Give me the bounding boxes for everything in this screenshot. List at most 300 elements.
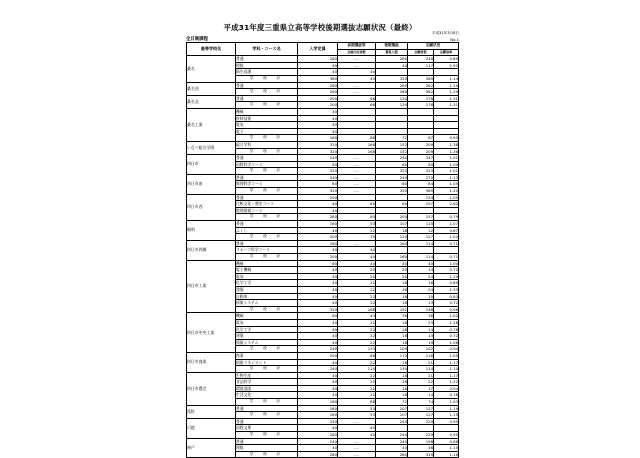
ratio-value: 1.00 — [434, 260, 459, 267]
course-name: 普通 — [236, 438, 298, 445]
course-name: 数理科学コース — [236, 181, 298, 188]
applicants-value: 209 — [408, 141, 434, 148]
applicants-value: 16 — [408, 280, 434, 287]
table-row — [187, 82, 459, 89]
ratio-value — [434, 247, 459, 254]
pre-selection-value: 53 — [338, 405, 376, 412]
capacity-value: 40 — [298, 108, 338, 115]
ratio-value — [434, 207, 459, 214]
capacity-value: 40 — [298, 273, 338, 280]
pre-selection-value — [338, 108, 376, 115]
table-row — [187, 95, 459, 102]
capacity-value: 40 — [298, 372, 338, 379]
ratio-value: 0.86 — [434, 438, 459, 445]
total-pre-selection-value: 40 — [338, 75, 376, 82]
capacity-value: 40 — [298, 247, 338, 254]
course-name: 機械 — [236, 260, 298, 267]
applicants-value — [408, 207, 434, 214]
total-pre-selection-value: ---- — [338, 451, 376, 458]
post-selection-value: 107 — [376, 221, 408, 228]
course-name: 普通 — [236, 155, 298, 162]
course-name: 材料技術 — [236, 115, 298, 122]
ratio-value: 0.89 — [434, 280, 459, 287]
applicants-value: 176 — [408, 95, 434, 102]
applicants-value — [408, 128, 434, 135]
total-applicants-value: 325 — [408, 451, 434, 458]
course-name: 理数 — [236, 62, 298, 69]
total-post-selection-value: 240 — [376, 432, 408, 439]
post-selection-value: 80 — [376, 161, 408, 168]
total-ratio-value: 1.29 — [434, 89, 459, 96]
capacity-value: 160 — [298, 405, 338, 412]
applicants-value: 12 — [408, 227, 434, 234]
total-pre-selection-value: ---- — [338, 168, 376, 175]
capacity-value: 80 — [298, 181, 338, 188]
pre-selection-value — [338, 115, 376, 122]
total-capacity-value: 320 — [298, 306, 338, 313]
total-capacity-value: 280 — [298, 214, 338, 221]
ratio-value: 1.05 — [434, 194, 459, 201]
school-name-cell — [187, 155, 236, 175]
total-pre-selection-value: ---- — [338, 188, 376, 195]
pre-selection-value: 53 — [338, 221, 376, 228]
capacity-value: 320 — [298, 141, 338, 148]
applications-table — [186, 42, 459, 458]
total-ratio-value: 1.02 — [434, 234, 459, 241]
course-name: 情報システム — [236, 300, 298, 307]
ratio-value: 1.00 — [434, 161, 459, 168]
th-school: 高等学校名 — [187, 43, 236, 56]
total-post-selection-value: 109 — [376, 346, 408, 353]
total-label: 学 校 計 — [236, 89, 298, 96]
post-selection-value: 152 — [376, 141, 408, 148]
total-post-selection-value: 72 — [376, 135, 408, 142]
ratio-value: 1.31 — [434, 95, 459, 102]
total-ratio-value: 0.96 — [434, 306, 459, 313]
school-name: 桑名西 — [187, 85, 199, 91]
post-selection-value: 18 — [376, 293, 408, 300]
th-capacity: 入学定員 — [298, 43, 338, 56]
course-name: 食品科学 — [236, 379, 298, 386]
table-row — [187, 174, 459, 181]
capacity-value: 40 — [298, 385, 338, 392]
total-ratio-value: 1.38 — [434, 148, 459, 155]
capacity-value: 40 — [298, 280, 338, 287]
post-selection-value: 134 — [376, 95, 408, 102]
course-name: 国際科学コース — [236, 161, 298, 168]
th-post-selection: 後期選抜 — [376, 43, 408, 50]
capacity-value: 280 — [298, 56, 338, 63]
post-selection-value: 280 — [376, 56, 408, 63]
total-label: 学 校 計 — [236, 412, 298, 419]
pre-selection-value — [338, 207, 376, 214]
applicants-value: 17 — [408, 385, 434, 392]
course-name: 建築 — [236, 286, 298, 293]
total-applicants-value: 385 — [408, 188, 434, 195]
total-post-selection-value: 107 — [376, 412, 408, 419]
pre-selection-value: 22 — [338, 333, 376, 340]
post-selection-value: 18 — [376, 286, 408, 293]
total-ratio-value: 0.79 — [434, 214, 459, 221]
school-name-cell — [187, 372, 236, 405]
capacity-value: 240 — [298, 174, 338, 181]
issue-date: 平成31年3月6日 — [431, 31, 459, 35]
table-row — [187, 418, 459, 425]
capacity-value: 200 — [298, 194, 338, 201]
capacity-value: 40 — [298, 326, 338, 333]
total-label: 学 校 計 — [236, 102, 298, 109]
ratio-value: 1.17 — [434, 372, 459, 379]
school-name-cell — [187, 56, 236, 82]
ratio-value: 2.93 — [434, 62, 459, 69]
applicants-value: 24 — [408, 286, 434, 293]
school-name: 四日市 — [187, 161, 199, 167]
ratio-value: 1.05 — [434, 181, 459, 188]
pre-selection-value: 22 — [338, 326, 376, 333]
ratio-value — [434, 122, 459, 129]
post-selection-value: 20 — [376, 267, 408, 274]
ratio-value: 0.83 — [434, 293, 459, 300]
total-label: 学 校 計 — [236, 188, 298, 195]
total-pre-selection-value: 168 — [338, 148, 376, 155]
total-pre-selection-value: 53 — [338, 412, 376, 419]
pre-selection-value: 20 — [338, 267, 376, 274]
ratio-value: 0.95 — [434, 418, 459, 425]
post-selection-value: 60 — [376, 201, 408, 208]
total-post-selection-value: 280 — [376, 89, 408, 96]
pre-selection-value: 80 — [338, 201, 376, 208]
course-name: 化学工学 — [236, 280, 298, 287]
capacity-value: 240 — [298, 155, 338, 162]
capacity-value: 40 — [298, 115, 338, 122]
post-selection-value: 40 — [376, 445, 408, 452]
total-post-selection-value: 280 — [376, 451, 408, 458]
applicants-value — [408, 122, 434, 129]
capacity-value: 200 — [298, 95, 338, 102]
school-name: 四日市農芸 — [187, 385, 207, 391]
course-name: 電子機械 — [236, 267, 298, 274]
post-selection-value: 18 — [376, 326, 408, 333]
post-selection-value: 280 — [376, 82, 408, 89]
course-name: 環境造園 — [236, 385, 298, 392]
course-name: 普通 — [236, 240, 298, 247]
total-post-selection-value: 130 — [376, 366, 408, 373]
pre-selection-value: 22 — [338, 359, 376, 366]
table-row — [187, 260, 459, 267]
applicants-value: 115 — [408, 221, 434, 228]
total-post-selection-value: 134 — [376, 102, 408, 109]
total-ratio-value: 0.93 — [434, 135, 459, 142]
applicants-value: 229 — [408, 418, 434, 425]
table-row — [187, 240, 459, 247]
pre-selection-value: 40 — [338, 69, 376, 76]
capacity-value: 40 — [298, 300, 338, 307]
post-selection-value: 240 — [376, 174, 408, 181]
school-name-cell — [187, 313, 236, 353]
course-name: 普通 — [236, 56, 298, 63]
applicants-value: 13 — [408, 300, 434, 307]
pre-selection-value — [338, 194, 376, 201]
applicants-value — [408, 247, 434, 254]
total-applicants-value: 146 — [408, 306, 434, 313]
course-name: 理数 — [236, 445, 298, 452]
school-name-cell — [187, 174, 236, 194]
table-row — [187, 221, 459, 228]
ratio-value: 0.67 — [434, 227, 459, 234]
applicants-value: 23 — [408, 319, 434, 326]
capacity-value: 40 — [298, 379, 338, 386]
school-name: 四日市西 — [187, 204, 203, 210]
total-post-selection-value: 320 — [376, 168, 408, 175]
post-selection-value — [376, 128, 408, 135]
post-selection-value — [376, 207, 408, 214]
course-name: 機械 — [236, 108, 298, 115]
total-capacity-value: 320 — [298, 188, 338, 195]
applicants-value — [408, 115, 434, 122]
capacity-value: 40 — [298, 201, 338, 208]
pre-selection-value: 22 — [338, 300, 376, 307]
school-name: 四日市四郷 — [187, 247, 207, 253]
total-applicants-value: 362 — [408, 89, 434, 96]
total-pre-selection-value: 88 — [338, 135, 376, 142]
ratio-value: 0.70 — [434, 267, 459, 274]
post-selection-value: 112 — [376, 352, 408, 359]
pre-selection-value: 22 — [338, 392, 376, 399]
post-selection-value: 160 — [376, 240, 408, 247]
capacity-value: 40 — [298, 339, 338, 346]
total-capacity-value: 240 — [298, 346, 338, 353]
pre-selection-value: 88 — [338, 352, 376, 359]
pre-selection-value: 40 — [338, 247, 376, 254]
post-selection-value: 240 — [376, 155, 408, 162]
total-pre-selection-value: 133 — [338, 346, 376, 353]
course-name: 普通 — [236, 418, 298, 425]
capacity-value: 280 — [298, 82, 338, 89]
applicants-value: 134 — [408, 194, 434, 201]
course-name: 情報マネジメント — [236, 359, 298, 366]
total-pre-selection-value: 40 — [338, 254, 376, 261]
pre-selection-value: 40 — [338, 425, 376, 432]
capacity-value: 80 — [298, 313, 338, 320]
pre-selection-value: 22 — [338, 286, 376, 293]
applicants-value: 362 — [408, 82, 434, 89]
course-name: 数理情報コース — [236, 207, 298, 214]
th-ratio: 志願倍率 — [434, 49, 459, 56]
school-name: 四日市中央工業 — [187, 329, 215, 335]
school-name: 四日市工業 — [187, 283, 207, 289]
total-applicants-value: 229 — [408, 432, 434, 439]
post-selection-value — [376, 122, 408, 129]
post-selection-value — [376, 69, 408, 76]
applicants-value: 80 — [408, 161, 434, 168]
post-selection-value: 18 — [376, 385, 408, 392]
course-name: スポーツ科学コース — [236, 247, 298, 254]
table-row — [187, 405, 459, 412]
post-selection-value: 36 — [376, 313, 408, 320]
pre-selection-value: 168 — [338, 141, 376, 148]
total-label: 学 校 計 — [236, 75, 298, 82]
total-post-selection-value: 125 — [376, 234, 408, 241]
pre-selection-value: 40 — [338, 260, 376, 267]
post-selection-value: 18 — [376, 280, 408, 287]
total-applicants-value: 323 — [408, 168, 434, 175]
course-name: 電子 — [236, 128, 298, 135]
capacity-value: 200 — [298, 352, 338, 359]
total-label: 学 校 計 — [236, 135, 298, 142]
pre-selection-value: 22 — [338, 293, 376, 300]
total-capacity-value: 280 — [298, 89, 338, 96]
post-selection-value: 240 — [376, 418, 408, 425]
pre-selection-value: 22 — [338, 339, 376, 346]
school-name-cell — [187, 260, 236, 313]
course-name: 総合学科 — [236, 141, 298, 148]
applicants-value: 24 — [408, 273, 434, 280]
pre-selection-value: 22 — [338, 372, 376, 379]
school-name: いなべ総合学園 — [187, 145, 215, 150]
school-name: 朝明 — [187, 227, 195, 233]
post-selection-value: 240 — [376, 438, 408, 445]
course-name: 生物生産 — [236, 372, 298, 379]
total-capacity-value: 240 — [298, 366, 338, 373]
table-row — [187, 194, 459, 201]
capacity-value: 40 — [298, 359, 338, 366]
capacity-value: 40 — [298, 293, 338, 300]
total-ratio-value: 0.71 — [434, 254, 459, 261]
total-pre-selection-value: ---- — [338, 89, 376, 96]
total-post-selection-value: 152 — [376, 306, 408, 313]
table-row — [187, 56, 459, 63]
total-applicants-value: 114 — [408, 254, 434, 261]
capacity-value: 80 — [298, 260, 338, 267]
post-selection-value: 18 — [376, 319, 408, 326]
applicants-value: 157 — [408, 201, 434, 208]
table-row — [187, 313, 459, 320]
pre-selection-value: ---- — [338, 445, 376, 452]
applicants-value — [408, 108, 434, 115]
school-name: 川越 — [187, 425, 195, 431]
table-row — [187, 141, 459, 148]
post-selection-value: 18 — [376, 359, 408, 366]
capacity-value: 40 — [298, 319, 338, 326]
school-name-cell — [187, 240, 236, 260]
ratio-value: 0.72 — [434, 300, 459, 307]
total-post-selection-value: 200 — [376, 214, 408, 221]
total-pre-selection-value: 75 — [338, 234, 376, 241]
pre-selection-value: ---- — [338, 418, 376, 425]
total-ratio-value: 1.19 — [434, 412, 459, 419]
applicants-value: 118 — [408, 352, 434, 359]
total-label: 学 校 計 — [236, 346, 298, 353]
pre-selection-value: ---- — [338, 240, 376, 247]
applicants-value: 198 — [408, 438, 434, 445]
school-name: 四日市南 — [187, 181, 203, 187]
table-row — [187, 108, 459, 115]
table-body — [187, 56, 459, 458]
post-selection-value: 80 — [376, 181, 408, 188]
applicants-value: 14 — [408, 326, 434, 333]
total-applicants-value: 102 — [408, 346, 434, 353]
ratio-value: 1.29 — [434, 82, 459, 89]
total-post-selection-value: 72 — [376, 399, 408, 406]
course-name: 電気 — [236, 273, 298, 280]
post-selection-value: 40 — [376, 260, 408, 267]
ratio-value: 1.38 — [434, 141, 459, 148]
total-label: 学 校 計 — [236, 234, 298, 241]
total-applicants-value: 157 — [408, 214, 434, 221]
capacity-value: 40 — [298, 267, 338, 274]
page-number: No.1 — [450, 36, 459, 42]
school-name-cell — [187, 438, 236, 458]
post-selection-value: 18 — [376, 379, 408, 386]
ratio-value: 2.62 — [434, 201, 459, 208]
capacity-value: 40 — [298, 62, 338, 69]
pre-selection-value: ---- — [338, 62, 376, 69]
total-pre-selection-value: 168 — [338, 306, 376, 313]
post-selection-value: 20 — [376, 273, 408, 280]
applicants-value: 21 — [408, 372, 434, 379]
course-name: 普通 — [236, 174, 298, 181]
post-selection-value: 40 — [376, 62, 408, 69]
pre-selection-value: 22 — [338, 385, 376, 392]
table-row — [187, 438, 459, 445]
total-capacity-value: 200 — [298, 234, 338, 241]
pre-selection-value: 44 — [338, 313, 376, 320]
table-header — [187, 43, 459, 56]
ratio-value — [434, 69, 459, 76]
total-applicants-value: 176 — [408, 102, 434, 109]
ratio-value — [434, 108, 459, 115]
post-selection-value: 107 — [376, 405, 408, 412]
capacity-value: 40 — [298, 69, 338, 76]
total-applicants-value: 365 — [408, 75, 434, 82]
school-name-cell — [187, 221, 236, 241]
post-selection-value: 18 — [376, 372, 408, 379]
ratio-value: 0.72 — [434, 333, 459, 340]
capacity-value: 40 — [298, 227, 338, 234]
total-ratio-value: 1.10 — [434, 366, 459, 373]
total-applicants-value: 209 — [408, 148, 434, 155]
pre-selection-value: 22 — [338, 379, 376, 386]
total-label: 学 校 計 — [236, 451, 298, 458]
school-name: 菰野 — [187, 408, 195, 414]
school-name: 桑名工業 — [187, 121, 203, 127]
post-selection-value: 18 — [376, 339, 408, 346]
pre-selection-value — [338, 128, 376, 135]
course-name: 建築 — [236, 333, 298, 340]
total-post-selection-value: 152 — [376, 148, 408, 155]
total-ratio-value: 1.14 — [434, 75, 459, 82]
ratio-value: 0.89 — [434, 56, 459, 63]
pre-selection-value: 22 — [338, 319, 376, 326]
applicants-value: 114 — [408, 240, 434, 247]
th-pre-selection-sub: 合格内定者数 — [338, 49, 376, 56]
applicants-value: 14 — [408, 267, 434, 274]
course-name: 自動車 — [236, 293, 298, 300]
applicants-value: 117 — [408, 62, 434, 69]
pre-selection-value: 22 — [338, 280, 376, 287]
pre-selection-value: ---- — [338, 155, 376, 162]
pre-selection-value: 22 — [338, 227, 376, 234]
total-ratio-value: 1.03 — [434, 399, 459, 406]
total-capacity-value: 160 — [298, 399, 338, 406]
applicants-value: 15 — [408, 293, 434, 300]
total-ratio-value: 0.95 — [434, 432, 459, 439]
total-ratio-value: 1.20 — [434, 188, 459, 195]
pre-selection-value: ---- — [338, 174, 376, 181]
pre-selection-value: ---- — [338, 82, 376, 89]
post-selection-value — [376, 115, 408, 122]
capacity-value: 40 — [298, 128, 338, 135]
